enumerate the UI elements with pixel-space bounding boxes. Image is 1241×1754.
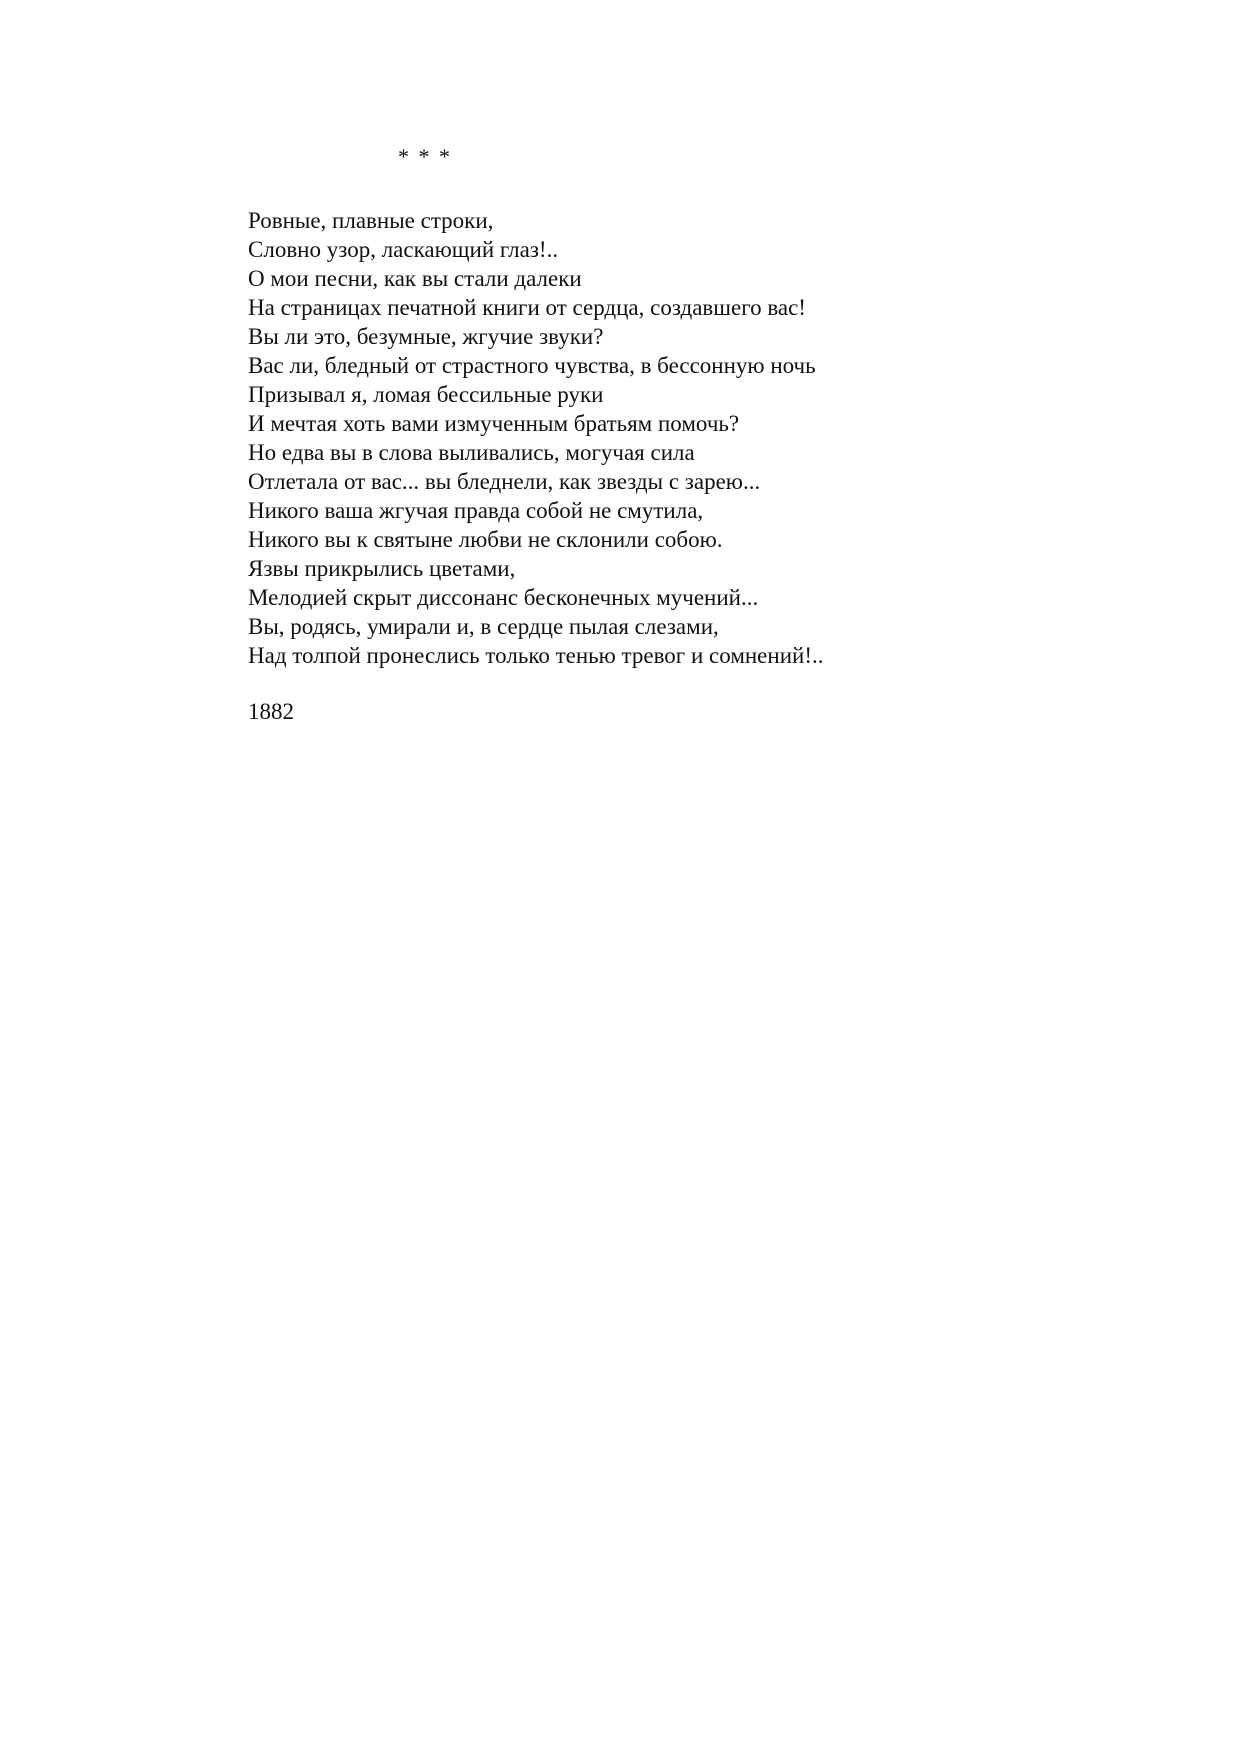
poem-line: Мелодией скрыт диссонанс бесконечных мучений... xyxy=(248,585,759,610)
poem-date: 1882 xyxy=(248,699,294,724)
poem-line: Над толпой пронеслись только тенью тревог и сомнений!.. xyxy=(248,643,824,668)
poem-body xyxy=(248,206,823,670)
poem-line: О мои песни, как вы стали далеки xyxy=(248,266,582,291)
poem-line: Никого вы к святыне любви не склонили собою. xyxy=(248,527,723,552)
poem-line: Вы, родясь, умирали и, в сердце пылая слезами, xyxy=(248,614,719,639)
poem-line: Никого ваша жгучая правда собой не смутила, xyxy=(248,498,704,523)
section-ornament: * * * xyxy=(398,144,452,169)
poem-line: Призывал я, ломая бессильные руки xyxy=(248,382,604,407)
poem-line: Ровные, плавные строки, xyxy=(248,208,494,233)
poem-line: Вы ли это, безумные, жгучие звуки? xyxy=(248,324,604,349)
poem-line: Вас ли, бледный от страстного чувства, в бессонную ночь xyxy=(248,353,816,378)
poem-line: Отлетала от вас... вы бледнели, как звезды с зарею... xyxy=(248,469,761,494)
poem-line: И мечтая хоть вами измученным братьям помочь? xyxy=(248,411,740,436)
poem-line: Словно узор, ласкающий глаз!.. xyxy=(248,237,559,262)
poem-line: Язвы прикрылись цветами, xyxy=(248,556,516,581)
poem-line: На страницах печатной книги от сердца, создавшего вас! xyxy=(248,295,806,320)
poem-line: Но едва вы в слова выливались, могучая сила xyxy=(248,440,695,465)
